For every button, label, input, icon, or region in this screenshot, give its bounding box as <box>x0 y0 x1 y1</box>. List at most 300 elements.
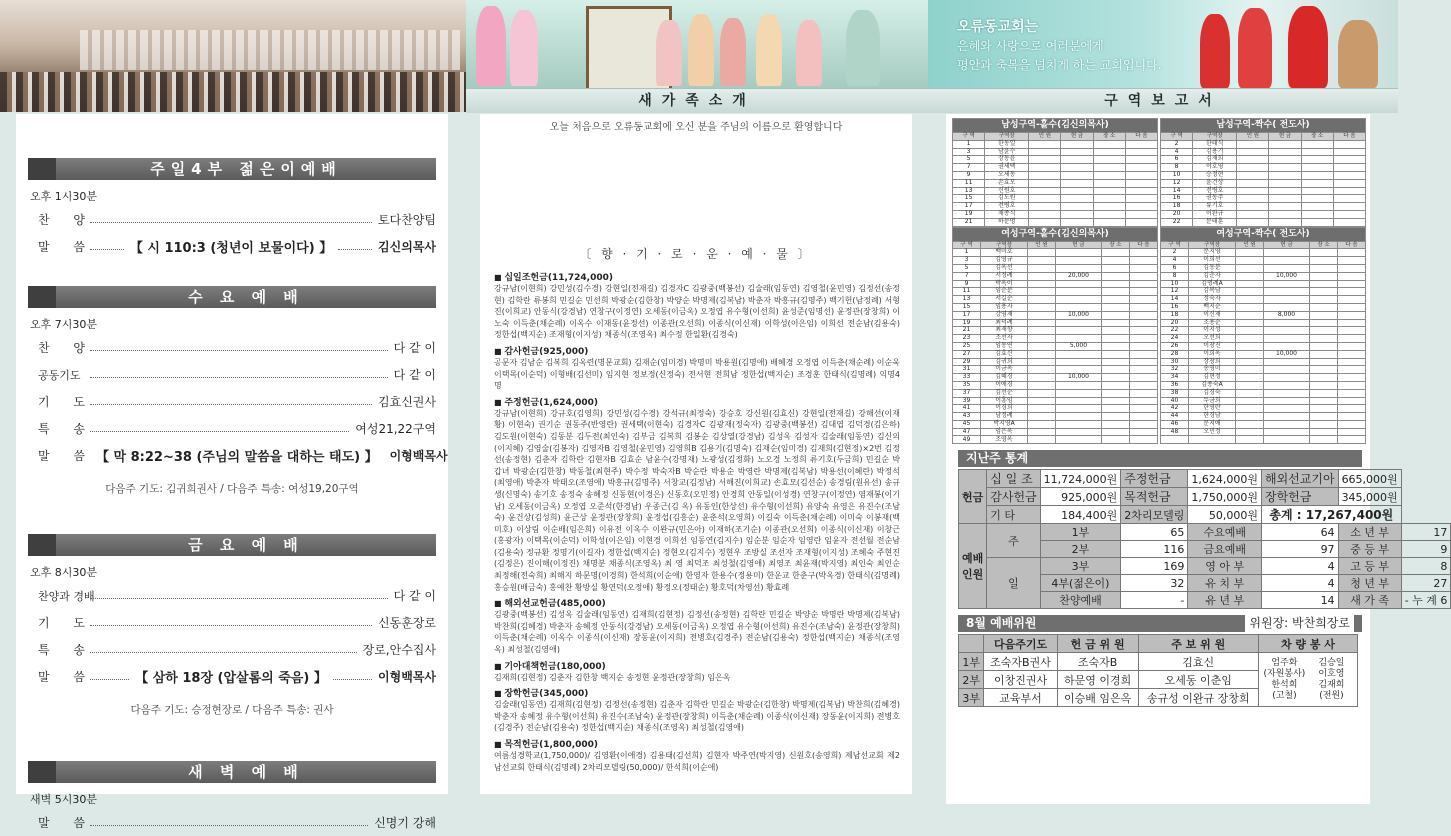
banner-left-photo <box>0 0 466 112</box>
district-leader: 한동일 <box>985 140 1029 148</box>
stat-value: 345,000원 <box>1338 488 1401 506</box>
district-number: 49 <box>953 436 981 444</box>
district-col-header: 인 원 <box>1237 133 1269 141</box>
district-number: 30 <box>1161 358 1189 366</box>
district-offering <box>1055 381 1101 389</box>
wednesday-worship-title: 수 요 예 배 <box>28 286 436 308</box>
district-col-header: 인 원 <box>1029 133 1061 141</box>
offering-title: 〔 향 · 기 · 로 · 운 · 예 · 물 〕 <box>579 247 813 261</box>
district-number: 5 <box>953 264 981 272</box>
district-table-title: 여성구역-홀수(김신의목사) <box>953 227 1158 241</box>
district-offering <box>1264 374 1310 382</box>
district-leader: 신원호 <box>985 187 1029 195</box>
next-week-note: 다음주 기도: 승정현장로 / 다음주 특송: 권사 <box>130 704 334 716</box>
stat-value: 50,000원 <box>1188 506 1262 524</box>
district-leader: 이금옥 <box>980 366 1027 374</box>
district-row <box>953 303 1158 311</box>
child-image <box>796 20 822 86</box>
female-district-tables <box>952 227 1366 445</box>
district-row <box>953 288 1158 296</box>
district-offering <box>1269 148 1301 156</box>
district-number: 7 <box>953 272 981 280</box>
district-number: 8 <box>1161 272 1189 280</box>
attendance-name: 찬양예배 <box>1040 592 1121 609</box>
car-volunteer: (고철) <box>1272 690 1297 701</box>
district-offering <box>1055 405 1101 413</box>
district-row <box>953 374 1158 382</box>
district-offering <box>1061 187 1093 195</box>
district-number: 10 <box>1161 280 1189 288</box>
program-row: 특 송 여성21,22구역 <box>38 422 436 436</box>
car-volunteer: (전원) <box>1319 690 1344 701</box>
district-leader: 김선순 <box>980 389 1027 397</box>
program-row: 기 도 김효신권사 <box>38 395 436 409</box>
district-row <box>953 296 1158 304</box>
district-offering <box>1264 319 1310 327</box>
attendance-name: 유 치 부 <box>1188 575 1262 592</box>
district-number: 31 <box>953 366 981 374</box>
stat-name: 감사헌금 <box>987 488 1040 506</box>
district-number: 47 <box>953 428 981 436</box>
district-number <box>1161 436 1189 444</box>
district-offering <box>1055 397 1101 405</box>
staff-cell: 오세동 이춘임 <box>1138 671 1258 689</box>
district-number: 9 <box>953 280 981 288</box>
district-number: 21 <box>953 327 981 335</box>
district-row <box>1161 187 1366 195</box>
district-row <box>1161 156 1366 164</box>
district-row <box>1161 164 1366 172</box>
district-offering <box>1264 249 1310 257</box>
district-offering <box>1269 140 1301 148</box>
district-row <box>1161 319 1366 327</box>
district-row <box>1161 288 1366 296</box>
district-leader: 하문명 <box>985 218 1029 226</box>
district-number: 9 <box>953 171 985 179</box>
district-number: 14 <box>1161 296 1189 304</box>
district-leader: 김동분 <box>1188 264 1235 272</box>
district-offering <box>1269 218 1301 226</box>
district-offering <box>1269 195 1301 203</box>
district-row <box>953 280 1158 288</box>
district-offering <box>1264 366 1310 374</box>
district-number: 22 <box>1161 327 1189 335</box>
district-number: 29 <box>953 358 981 366</box>
district-leader: 이지성 <box>1188 327 1235 335</box>
offering-stat-row <box>959 506 1451 524</box>
district-number: 21 <box>953 218 985 226</box>
district-number: 2 <box>1161 140 1193 148</box>
district-leader: 문지영 <box>1188 249 1235 257</box>
district-number: 43 <box>953 413 981 421</box>
district-row <box>953 350 1158 358</box>
district-row <box>1161 210 1366 218</box>
stat-value: 1,750,000원 <box>1188 488 1262 506</box>
district-row <box>1161 389 1366 397</box>
district-offering: 20,000 <box>1055 272 1101 280</box>
district-row <box>953 311 1158 319</box>
church-slogan <box>957 18 1162 75</box>
district-col-header: 다 음 <box>1129 241 1157 249</box>
district-leader: 조선자 <box>980 335 1027 343</box>
offering-group-names: 여름성경학교(1,750,000)/ 김영환(이애경) 김용태(김선희) 김현자 박주연(박지영) 신원호(송영희) 제남선교회 제2남선교회 한태식(김명례) 2차리모델링(50,000)/ 한석희(이순애) <box>494 751 900 772</box>
service-time: 오후 7시30분 <box>30 318 97 331</box>
singer-image <box>476 6 506 86</box>
district-leader <box>1188 436 1235 444</box>
district-leader: 김용기 <box>1193 148 1237 156</box>
district-number: 8 <box>1161 164 1193 172</box>
district-row <box>953 342 1158 350</box>
district-offering: 8,000 <box>1264 311 1310 319</box>
district-row <box>953 257 1158 265</box>
district-row <box>953 366 1158 374</box>
district-leader: 윤건상 <box>1193 179 1237 187</box>
staff-cell: 조숙자B <box>1057 653 1138 671</box>
offering-group-head: ■ 목적헌금(1,800,000) <box>494 737 900 750</box>
district-offering <box>1264 335 1310 343</box>
district-row <box>953 405 1158 413</box>
staff-cell: 이승배 임은옥 <box>1057 689 1138 707</box>
offering-group-names: 김술래(임동연) 김재희(김현정) 김정선(송정현) 김춘자 김학란 민길순 박광순(김한창) 박명제(김복남) 박찬희(김혜경) 박춘자 송혜정 유수형(이선희) 유진수(조남숙) 윤정관(장창희) 이득춘(채순례) 이종식(이신재) 장동윤(이지희) 전병호(김경주) 전순남(김용숙) 정한섭(백지순) 채종식(조영옥) 최성철(김영애) <box>494 700 900 733</box>
district-number: 37 <box>953 389 981 397</box>
district-leader: 김도원 <box>985 195 1029 203</box>
slogan-line: 은혜와 사랑으로 여러분에게 <box>957 39 1104 53</box>
district-number: 40 <box>1161 397 1189 405</box>
district-row <box>953 264 1158 272</box>
district-leader: 이애경 <box>980 381 1027 389</box>
district-leader: 이창진 <box>1188 342 1235 350</box>
district-row <box>1161 405 1366 413</box>
district-leader: 권세택 <box>985 164 1029 172</box>
attendance-value: 64 <box>1262 524 1339 541</box>
district-offering <box>1055 280 1101 288</box>
district-row <box>1161 311 1366 319</box>
district-offering <box>1264 358 1310 366</box>
attendance-name: 2부 <box>1040 541 1121 558</box>
district-number: 46 <box>1161 420 1189 428</box>
district-leader: 김재희 <box>1193 156 1237 164</box>
child-image <box>1200 14 1230 88</box>
program-row: 찬양과 경배 다 같 이 <box>38 589 436 603</box>
offering-group-names: 강규남(이현희) 강민성(김수경) 강현일(전재길) 김경자C 김광중(백봉선) 김술래(임동연) 김영철(윤민영) 김정선(송정현) 김학란 류봉희 민길순 민선희 박광순(김한창) 박양순 박명제(김복남) 박춘자 박흥규(김명주) 백기헌(남정례) 서형진(이희교) 안동식(강경남) 연창구(이정연) 오세동(이금옥) 오정엽 유수형(이선희) 윤성준(임명선) 윤정관(장창희) 이노숙 이득춘(채순례) 이옥수 이재동(윤정선) 이종관(오선희) 이종식(이신재) 이학성(이은임) 이희선 전순남(김용숙) 정한섭(백지순) 조재형(이지성) 채종식(조영옥) 최수정 한일환(김경숙) <box>494 284 900 340</box>
district-leader: 송영미 <box>1188 366 1235 374</box>
district-row <box>1161 436 1366 444</box>
district-offering <box>1055 257 1101 265</box>
attendance-name: 청 년 부 <box>1338 575 1401 592</box>
slogan-title: 오류동교회는 <box>957 19 1039 35</box>
district-offering <box>1061 210 1093 218</box>
staff-title-bar <box>958 615 1362 632</box>
attendance-value: 32 <box>1121 575 1188 592</box>
district-row <box>953 428 1158 436</box>
offering-group-names: 김재희(김현정) 김춘자 김한창 백지순 송정현 윤정관(장창희) 임은옥 <box>494 672 731 682</box>
attendance-value: 14 <box>1262 592 1339 609</box>
district-leader: 장창희 <box>1188 358 1235 366</box>
district-col-header: 구역장 <box>1193 133 1237 141</box>
friday-worship-title: 금 요 예 배 <box>28 534 436 556</box>
district-row <box>953 319 1158 327</box>
district-number: 3 <box>953 148 985 156</box>
male-even-table <box>1160 118 1366 227</box>
district-offering <box>1055 436 1101 444</box>
district-leader: 임은옥 <box>980 428 1027 436</box>
district-number: 12 <box>1161 288 1189 296</box>
district-leader: 이경희 <box>980 405 1027 413</box>
district-offering <box>1061 203 1093 211</box>
offering-group-head: ■ 기아대책헌금(180,000) <box>494 659 900 672</box>
attendance-value: 116 <box>1121 541 1188 558</box>
district-number: 6 <box>1161 264 1189 272</box>
district-offering: 5,000 <box>1055 342 1101 350</box>
attendance-value: 97 <box>1262 541 1339 558</box>
district-col-header: 구 역 <box>953 133 985 141</box>
district-row <box>1161 413 1366 421</box>
attendance-name: 중 등 부 <box>1338 541 1401 558</box>
district-offering <box>1269 171 1301 179</box>
staff-col-header: 헌 금 위 원 <box>1057 635 1138 653</box>
district-number: 38 <box>1161 389 1189 397</box>
district-number: 10 <box>1161 171 1193 179</box>
district-row <box>1161 358 1366 366</box>
district-leader: 이호영 <box>1193 164 1237 172</box>
district-row <box>1161 420 1366 428</box>
service-time: 오후 8시30분 <box>30 566 97 579</box>
service-time: 새벽 5시30분 <box>30 793 97 806</box>
newfamily-offering-panel <box>480 114 912 794</box>
district-offering <box>1055 249 1101 257</box>
district-offering <box>1061 140 1093 148</box>
choir-image <box>80 30 460 70</box>
district-offering <box>1269 210 1301 218</box>
district-row <box>953 436 1158 444</box>
district-table-title: 여성구역-짝수( 전도사) <box>1161 227 1366 241</box>
district-offering <box>1269 156 1301 164</box>
district-col-header: 인 원 <box>1027 241 1055 249</box>
district-leader: 이희옥 <box>1188 350 1235 358</box>
stat-name: 목적헌금 <box>1121 488 1188 506</box>
attendance-name: 수요예배 <box>1188 524 1262 541</box>
stats-table <box>958 469 1451 609</box>
staff-cell: 3부 <box>959 689 984 707</box>
district-number: 13 <box>953 187 985 195</box>
program-row: 말 씀 【 삼하 18장 (압살롬의 죽음) 】 이형백목사 <box>38 670 437 686</box>
child-image <box>688 14 714 86</box>
district-col-header: 구역장 <box>985 133 1029 141</box>
district-leader: 전병호 <box>985 203 1029 211</box>
district-row <box>953 171 1158 179</box>
stats-title: 지난주 통계 <box>958 450 1362 467</box>
district-row <box>1161 350 1366 358</box>
district-offering <box>1055 358 1101 366</box>
district-row <box>953 164 1158 172</box>
district-leader: 최덕례 <box>980 319 1027 327</box>
district-number: 11 <box>953 179 985 187</box>
district-offering <box>1055 420 1101 428</box>
attendance-value: 9 <box>1401 541 1451 558</box>
district-leader: 문지애 <box>1188 420 1235 428</box>
district-row <box>953 156 1158 164</box>
district-row <box>953 187 1158 195</box>
district-col-header: 장 소 <box>1093 133 1125 141</box>
staff-cell: 조숙자B권사 <box>984 653 1057 671</box>
district-leader: 이신재 <box>1188 311 1235 319</box>
child-image <box>720 18 746 86</box>
offering-group-head: ■ 해외선교헌금(485,000) <box>494 596 900 609</box>
district-number: 4 <box>1161 148 1193 156</box>
district-number: 22 <box>1161 218 1193 226</box>
district-col-header: 구 역 <box>1161 133 1193 141</box>
district-leader: 권동주 <box>1193 195 1237 203</box>
staff-cell: 이창진권사 <box>984 671 1057 689</box>
district-leader: 박지영A <box>980 420 1027 428</box>
district-number: 16 <box>1161 303 1189 311</box>
district-col-header: 헌 금 <box>1055 241 1101 249</box>
district-col-header: 구역장 <box>1188 241 1235 249</box>
program-row: 공동기도 다 같 이 <box>38 368 436 382</box>
district-row <box>953 249 1158 257</box>
district-number: 35 <box>953 381 981 389</box>
district-offering <box>1061 179 1093 187</box>
district-leader: 남윤수 <box>985 148 1029 156</box>
district-offering <box>1264 397 1310 405</box>
district-report-panel <box>946 114 1448 804</box>
offering-group-head: ■ 주정헌금(1,624,000) <box>494 395 900 408</box>
attendance-name: 1부 <box>1040 524 1121 541</box>
district-leader: 임용자 <box>980 303 1027 311</box>
district-offering <box>1055 288 1101 296</box>
district-leader: 조용순 <box>1188 319 1235 327</box>
next-week-note: 다음주 기도: 김귀희권사 / 다음주 특송: 여성19,20구역 <box>105 483 359 495</box>
district-leader: 오민정 <box>1188 428 1235 436</box>
district-number: 20 <box>1161 319 1189 327</box>
district-row <box>953 140 1158 148</box>
staff-manager: 위원장: 박찬희장로 <box>1245 615 1354 632</box>
attendance-value: 4 <box>1262 558 1339 575</box>
district-leader: 한영란 <box>1188 405 1235 413</box>
car-service-cell <box>1258 653 1357 707</box>
child-image <box>846 10 880 86</box>
car-volunteer: 김승일 <box>1318 657 1345 668</box>
district-offering <box>1269 187 1301 195</box>
district-offering <box>1264 436 1310 444</box>
district-leader: 서정례 <box>980 272 1027 280</box>
stat-name: 해외선교기아 <box>1262 470 1339 488</box>
stat-name: 2차리모델링 <box>1121 506 1188 524</box>
attendance-name: 금요예배 <box>1188 541 1262 558</box>
district-col-header: 헌 금 <box>1061 133 1093 141</box>
district-col-header: 장 소 <box>1310 241 1338 249</box>
program-row: 말 씀 신명기 강해 <box>38 816 436 830</box>
district-number: 11 <box>953 288 981 296</box>
district-leader: 오세동 <box>985 171 1029 179</box>
district-col-header: 장 소 <box>1301 133 1333 141</box>
district-number: 41 <box>953 405 981 413</box>
youth-worship-title: 주일4부 젊은이예배 <box>28 158 436 180</box>
district-row <box>1161 257 1366 265</box>
district-row <box>1161 335 1366 343</box>
district-offering <box>1269 179 1301 187</box>
district-row <box>1161 179 1366 187</box>
stat-value: 184,400원 <box>1040 506 1121 524</box>
district-number: 19 <box>953 210 985 218</box>
staff-col-header: 주 보 위 원 <box>1138 635 1258 653</box>
stat-name: 장학헌금 <box>1262 488 1339 506</box>
congregation-image <box>0 72 466 112</box>
attendance-name: 영 아 부 <box>1188 558 1262 575</box>
district-offering <box>1055 296 1101 304</box>
district-row <box>1161 280 1366 288</box>
district-row <box>953 272 1158 280</box>
program-row: 말 씀 【 시 110:3 (청년이 보물이다) 】 김신의목사 <box>38 240 437 256</box>
district-offering: 10,000 <box>1264 272 1310 280</box>
district-offering <box>1264 327 1310 335</box>
district-row <box>1161 140 1366 148</box>
attendance-sub: 주 <box>987 524 1040 558</box>
district-leader: 백지순 <box>1188 303 1235 311</box>
stat-value: 11,724,000원 <box>1040 470 1121 488</box>
program-row: 기 도 신동훈장로 <box>38 616 436 630</box>
attendance-sub: 일 <box>987 558 1040 609</box>
district-offering <box>1055 327 1101 335</box>
district-leader: 두금희 <box>1188 397 1235 405</box>
staff-col-header: 다음주기도 <box>984 635 1057 653</box>
car-volunteer: 한석희 <box>1271 679 1298 690</box>
offering-stat-row <box>959 470 1451 488</box>
district-row <box>1161 374 1366 382</box>
district-number: 4 <box>1161 257 1189 265</box>
district-leader: 한경남 <box>1188 413 1235 421</box>
program-row: 특 송 장로,안수집사 <box>38 643 436 657</box>
district-leader: 김현정 <box>1188 374 1235 382</box>
attendance-row <box>959 524 1451 541</box>
district-row <box>953 327 1158 335</box>
district-number: 18 <box>1161 311 1189 319</box>
district-offering <box>1264 413 1310 421</box>
district-offering <box>1264 280 1310 288</box>
welcome-message: 오늘 처음으로 오류동교회에 오신 분을 주님의 이름으로 환영합니다 <box>549 122 843 133</box>
district-offering <box>1269 164 1301 172</box>
offering-stat-label: 헌금 <box>959 470 987 524</box>
district-row <box>953 413 1158 421</box>
district-number: 17 <box>953 203 985 211</box>
district-offering <box>1061 156 1093 164</box>
district-offering <box>1264 257 1310 265</box>
district-number: 44 <box>1161 413 1189 421</box>
district-offering: 10,000 <box>1055 311 1101 319</box>
child-image <box>1288 6 1328 88</box>
district-col-header: 구역장 <box>980 241 1027 249</box>
district-table-title: 남성구역-홀수(김신의목사) <box>953 119 1158 133</box>
attendance-value: 65 <box>1121 524 1188 541</box>
district-leader: 김귀희 <box>980 358 1027 366</box>
district-leader: 박옥이 <box>980 280 1027 288</box>
car-volunteer: 엄주화 <box>1271 657 1298 668</box>
attendance-name: 새 가 족 <box>1338 592 1401 609</box>
district-leader: 오선희 <box>1188 335 1235 343</box>
district-leader: 조영옥 <box>980 436 1027 444</box>
stat-value: 665,000원 <box>1338 470 1401 488</box>
staff-title: 8월 예배위원 <box>966 616 1037 631</box>
district-number: 42 <box>1161 405 1189 413</box>
district-offering <box>1061 171 1093 179</box>
staff-cell: 2부 <box>959 671 984 689</box>
staff-col-header: 차 량 봉 사 <box>1258 635 1357 653</box>
district-col-header: 헌 금 <box>1269 133 1301 141</box>
child-image <box>1238 8 1272 88</box>
district-row <box>1161 296 1366 304</box>
program-row: 말 씀 【 막 8:22~38 (주님의 말씀을 대하는 태도) 】 이형백목사 <box>38 449 448 465</box>
attendance-name: 고 등 부 <box>1338 558 1401 575</box>
